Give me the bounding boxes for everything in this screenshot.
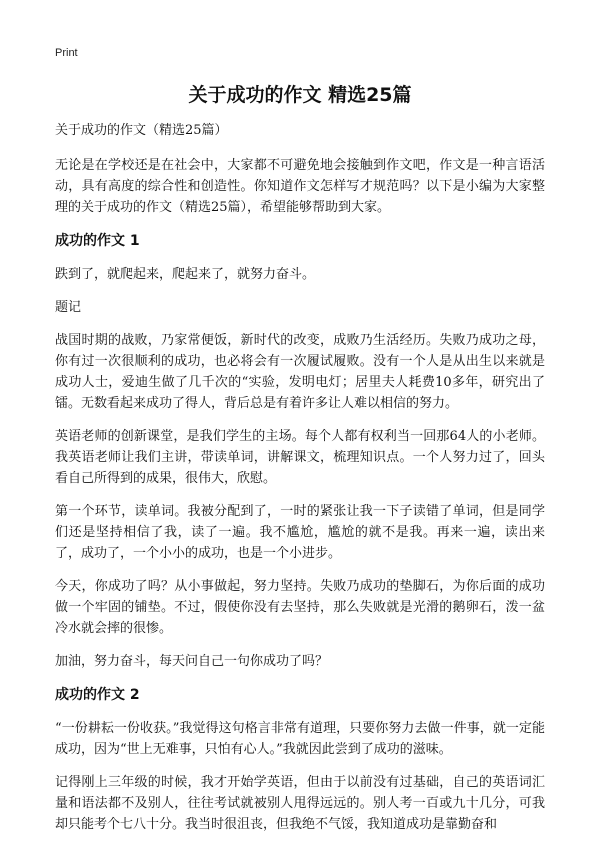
page-title: 关于成功的作文 精选25篇 <box>188 84 412 106</box>
paragraph: “一份耕耘一份收获。”我觉得这句格言非常有道理，只要你努力去做一件事，就一定能成功，因为“世上无难事，只怕有心人。”我就因此尝到了成功的滋味。 <box>55 721 545 757</box>
section-2 <box>55 684 545 835</box>
paragraph: 加油，努力奋斗，每天问自己一句你成功了吗？ <box>55 654 329 669</box>
section-1 <box>55 230 545 672</box>
intro-paragraph: 无论是在学校还是在社会中，大家都不可避免地会接触到作文吧，作文是一种言语活动，具有高度的综合性和创造性。你知道作文怎样写才规范吗？以下是小编为大家整理的关于成功的作文（精选25篇），希望能够帮助到大家。 <box>55 158 545 215</box>
paragraph: 记得刚上三年级的时候，我才开始学英语，但由于以前没有过基础，自己的英语词汇量和语法都不及别人，往往考试就被别人甩得远远的。别人考一百或九十几分，可我却只能考个七八十分。我当时很沮丧，但我绝不气馁，我知道成功是靠勤奋和 <box>55 775 545 832</box>
section-heading: 成功的作文 2 <box>55 687 140 703</box>
article-subtitle: 关于成功的作文（精选25篇） <box>55 123 228 138</box>
paragraph: 今天，你成功了吗？从小事做起，努力坚持。失败乃成功的垫脚石，为你后面的成功做一个牢固的铺垫。不过，假使你没有去坚持，那么失败就是光滑的鹅卵石，泼一盆冷水就会摔的很惨。 <box>55 579 545 636</box>
paragraph: 英语老师的创新课堂，是我们学生的主场。每个人都有权利当一回那64人的小老师。我英语老师让我们主讲，带读单词，讲解课文，梳理知识点。一个人努力过了，回头看自己所得到的成果，很伟大，欣慰。 <box>55 429 545 486</box>
article-body <box>55 120 545 847</box>
print-label[interactable]: Print <box>55 47 78 59</box>
paragraph: 战国时期的战败，乃家常便饭，新时代的改变，成败乃生活经历。失败乃成功之母，你有过一次很顺利的成功，也必将会有一次履试履败。没有一个人是从出生以来就是成功人士，爱迪生做了几千次的“实验，发明电灯；居里夫人耗费10多年，研究出了镭。无数看起来成功了得人，背后总是有着许多让人难以相信的努力。 <box>55 333 545 411</box>
paragraph: 题记 <box>55 300 82 315</box>
paragraph: 跌到了，就爬起来，爬起来了，就努力奋斗。 <box>55 267 316 282</box>
section-heading: 成功的作文 1 <box>55 233 140 249</box>
paragraph: 第一个环节，读单词。我被分配到了，一时的紧张让我一下子读错了单词，但是同学们还是坚持相信了我，读了一遍。我不尴尬，尴尬的就不是我。再来一遍，读出来了，成功了，一个小小的成功，也是一个小进步。 <box>55 504 545 561</box>
